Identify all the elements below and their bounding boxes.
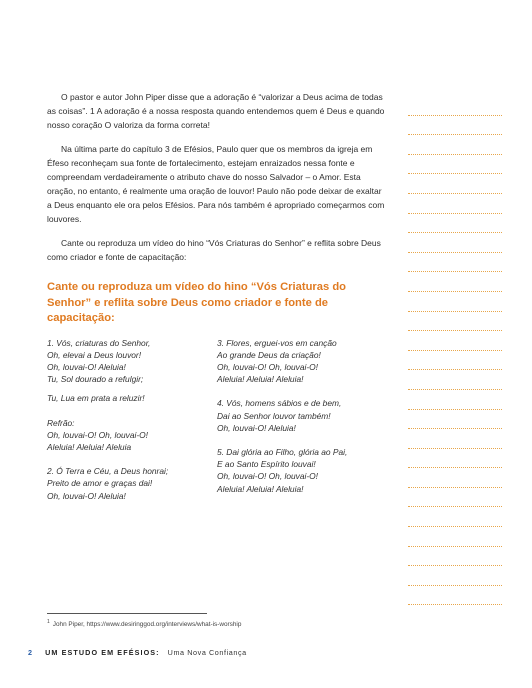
notes-area [408,96,502,605]
note-line [408,312,502,332]
page-footer [28,648,247,657]
footnote [47,619,241,628]
hymn-line: Aleluia! Aleluia! Aleluia! [217,483,304,494]
hymn-line: 1. Vós, criaturas do Senhor, [47,337,151,348]
hymn-line: Dai ao Senhor louvor também! [217,410,331,421]
note-line [408,155,502,175]
hymn-column-left [47,337,217,514]
note-line [408,410,502,430]
note-line [408,116,502,136]
note-line [408,135,502,155]
note-line [408,194,502,214]
stanza-4 [217,397,387,434]
hymn-line: Tu, Lua em prata a reluzir! [47,393,145,404]
note-line [408,547,502,567]
hymn-line: 5. Dai glória ao Filho, glória ao Pai, [217,446,348,457]
hymn-line: Aleluia! Aleluia! Aleluia [47,441,132,452]
footnote-divider [47,613,207,614]
hymn-line: Preito de amor e graças dai! [47,478,153,489]
hymn-line: Oh, louvai-O! Oh, louvai-O! [217,361,319,372]
note-line [408,507,502,527]
hymn-line: Oh, louvai-O! Aleluia! [217,422,296,433]
series-subtitle: Uma Nova Confiança [167,648,247,657]
refrain-label: Refrão: [47,417,75,428]
hymn-line: Oh, elevai a Deus louvor! [47,349,142,360]
note-line [408,488,502,508]
stanza-1-continued [47,392,217,404]
hymn-line: 3. Flores, erguei-vos em canção [217,337,337,348]
hymn-line: Oh, louvai-O! Aleluia! [47,490,126,501]
footnote-text: John Piper, https://www.desiringgod.org/interviews/what-is-worship [52,621,242,629]
stanza-2 [47,465,217,502]
note-line [408,370,502,390]
hymn-line: Oh, louvai-O! Oh, louvai-O! [217,471,319,482]
note-line [408,390,502,410]
note-line [408,351,502,371]
hymn-line: Oh, louvai-O! Oh, louvai-O! [47,429,149,440]
note-line [408,174,502,194]
stanza-3 [217,337,387,386]
note-line [408,586,502,606]
hymn-line: Oh, louvai-O! Aleluia! [47,361,126,372]
hymn-line: 4. Vós, homens sábios e de bem, [217,398,342,409]
stanza-5 [217,446,387,495]
hymn-line: E ao Santo Espírito louvai! [217,459,316,470]
series-title: UM ESTUDO EM EFÉSIOS: [45,648,160,657]
note-line [408,449,502,469]
page-number: 2 [28,648,34,657]
hymn-line: Ao grande Deus da criação! [217,349,321,360]
note-line [408,214,502,234]
hymn-columns [47,337,387,514]
instruction-paragraph: Cante ou reproduza um vídeo do hino “Vós Criaturas do Senhor” e reflita sobre Deus como criador e fonte de capacitação: [47,238,381,262]
main-content [47,90,387,514]
hymn-line: 2. Ó Terra e Céu, a Deus honrai; [47,466,169,477]
stanza-1 [47,337,217,386]
note-line [408,468,502,488]
hymn-heading: Cante ou reproduza um vídeo do hino “Vós Criaturas do Senhor” e reflita sobre Deus como criador e fonte de capacitação: [47,281,346,324]
note-line [408,233,502,253]
note-line [408,96,502,116]
note-line [408,566,502,586]
hymn-line: Tu, Sol dourado a refulgir; [47,374,144,385]
refrain [47,417,217,454]
hymn-line: Aleluia! Aleluia! Aleluia! [217,374,304,385]
context-paragraph: Na última parte do capítulo 3 de Efésios, Paulo quer que os membros da igreja em Éfeso reconheçam sua fonte de fortalecimento, estejam enraizados nessa fonte e compreendam verdadeiramente o atributo chave do nosso Salvador – o Amor. Esta oração, no entanto, é realmente uma oração de louvor! Paulo não pode deixar de exaltar a Deus enquanto ele ora pelos Efésios. Para nós também é apropriado começarmos com louvores. [47,144,385,224]
hymn-column-right [217,337,387,514]
intro-paragraph: O pastor e autor John Piper disse que a adoração é “valorizar a Deus acima de todas as coisas”. 1 A adoração é a nossa resposta quando entendemos quem é Deus e quando nosso coração O valoriza da forma correta! [47,92,385,130]
note-line [408,429,502,449]
note-line [408,292,502,312]
note-line [408,331,502,351]
footnote-mark: 1 [47,619,50,625]
note-line [408,527,502,547]
note-line [408,253,502,273]
note-line [408,272,502,292]
